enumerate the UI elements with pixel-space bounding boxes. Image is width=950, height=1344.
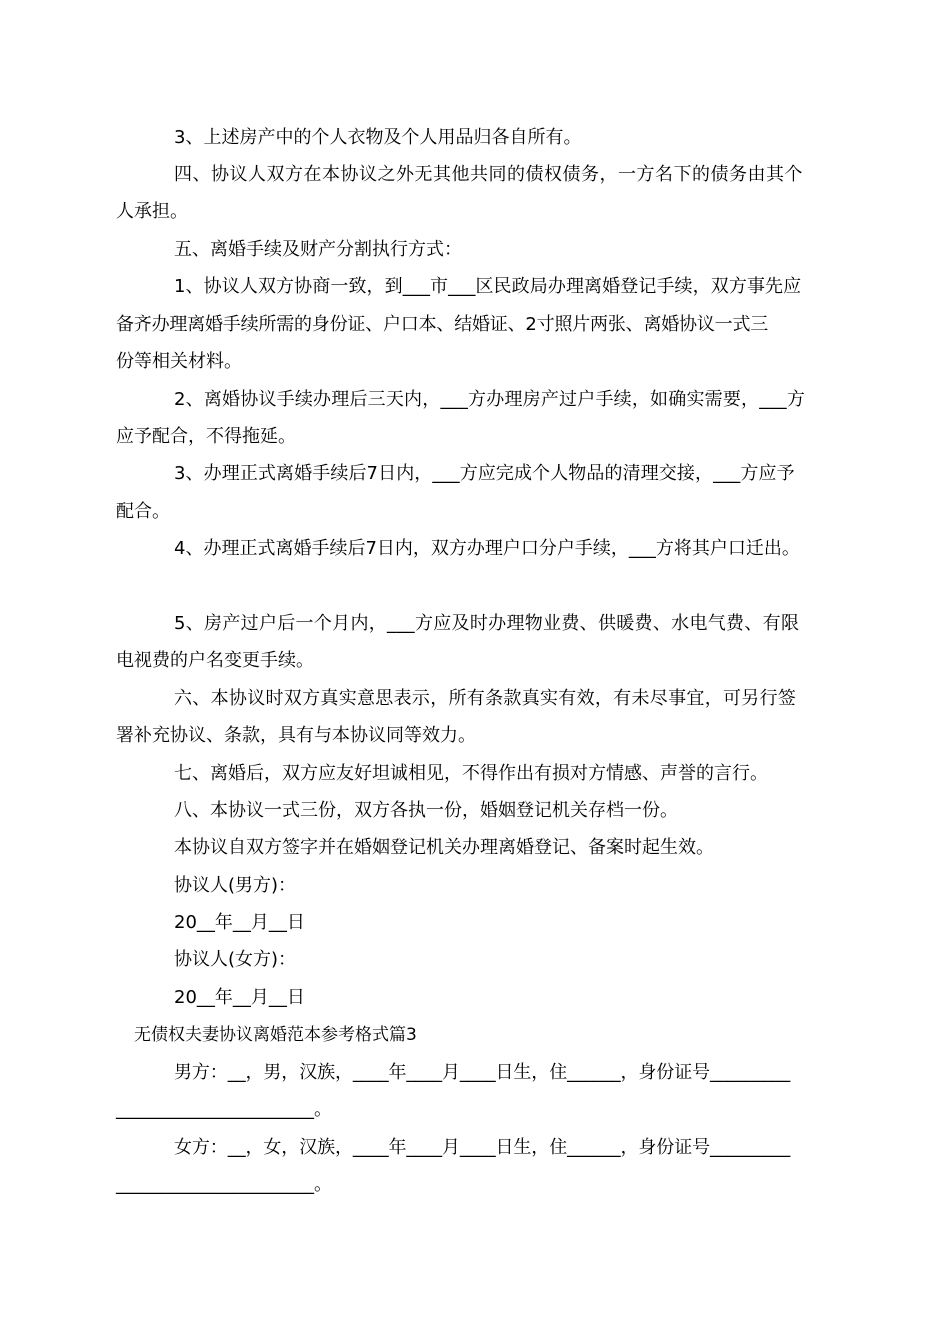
text-line: 配合。 <box>116 501 170 522</box>
text-line: 六、本协议时双方真实意思表示，所有条款真实有效，有未尽事宜，可另行签 <box>174 688 797 709</box>
signature-label-female: 协议人(女方)： <box>174 949 297 970</box>
text-line: 本协议自双方签字并在婚姻登记机关办理离婚登记、备案时起生效。 <box>174 837 714 858</box>
text-line: 人承担。 <box>116 201 188 222</box>
text-line: 份等相关材料。 <box>116 351 242 372</box>
section-heading: 无债权夫妻协议离婚范本参考格式篇3 <box>134 1025 417 1045</box>
text-line: ______________________。 <box>116 1174 332 1195</box>
text-line: 四、协议人双方在本协议之外无其他共同的债权债务，一方名下的债务由其个 <box>174 164 803 185</box>
text-line: 备齐办理离婚手续所需的身份证、户口本、结婚证、2寸照片两张、离婚协议一式三 <box>116 314 769 335</box>
text-line: 署补充协议、条款，具有与本协议同等效力。 <box>116 725 476 746</box>
text-line: 应予配合，不得拖延。 <box>116 426 296 447</box>
text-line: ______________________。 <box>116 1099 332 1120</box>
text-line: 女方：__，女，汉族，____年____月____日生，住______，身份证号_________ <box>174 1137 791 1158</box>
text-line: 5、房产过户后一个月内，___方应及时办理物业费、供暖费、水电气费、有限 <box>174 613 800 634</box>
text-line: 3、上述房产中的个人衣物及个人用品归各自所有。 <box>174 127 582 148</box>
text-line: 男方：__，男，汉族，____年____月____日生，住______，身份证号_________ <box>174 1062 791 1083</box>
date-line-male: 20__年__月__日 <box>174 912 305 933</box>
text-line: 八、本协议一式三份，双方各执一份，婚姻登记机关存档一份。 <box>174 800 678 821</box>
date-line-female: 20__年__月__日 <box>174 987 305 1008</box>
text-line: 五、离婚手续及财产分割执行方式： <box>174 239 462 260</box>
text-line: 2、离婚协议手续办理后三天内，___方办理房产过户手续，如确实需要，___方 <box>174 389 806 410</box>
text-line: 电视费的户名变更手续。 <box>116 650 314 671</box>
text-line: 4、办理正式离婚手续后7日内，双方办理户口分户手续，___方将其户口迁出。 <box>174 538 800 559</box>
text-line: 3、办理正式离婚手续后7日内，___方应完成个人物品的清理交接，___方应予 <box>174 463 795 484</box>
signature-label-male: 协议人(男方)： <box>174 875 297 896</box>
text-line: 1、协议人双方协商一致，到___市___区民政局办理离婚登记手续，双方事先应 <box>174 276 802 297</box>
text-line: 七、离婚后，双方应友好坦诚相见，不得作出有损对方情感、声誉的言行。 <box>174 763 768 784</box>
